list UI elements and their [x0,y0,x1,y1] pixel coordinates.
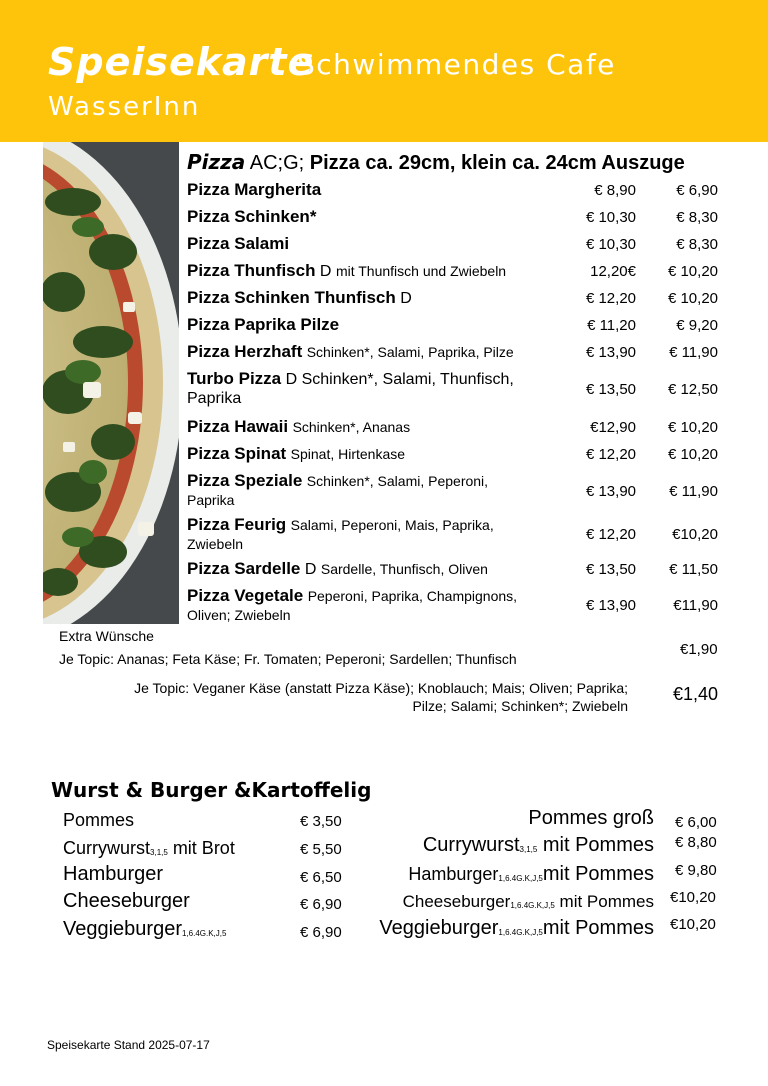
item-name: Pizza Margherita [187,180,322,199]
extras-line-1: Je Topic: Ananas; Feta Käse; Fr. Tomaten; Peperoni; Sardellen; Thunfisch [59,651,517,667]
pizza-title-allergens: AC;G; [245,152,305,174]
item-name: Hamburger [63,863,164,885]
item-price-small: € 6,90 [676,182,718,199]
item-allergens: 1,6.4G.K,J,5 [498,874,543,883]
menu-brand-title: Speisekarte [48,40,315,84]
item-name: Pizza Sardelle [187,559,301,578]
item-price: € 6,90 [300,896,342,913]
item-price: € 8,80 [675,834,717,851]
extras-price-2: €1,40 [673,684,719,704]
item-name: Cheeseburger [402,892,511,911]
item-price: € 12,20 [585,290,636,307]
item-price-small: € 9,20 [676,317,718,334]
item-price-small: € 10,20 [667,290,718,307]
item-code: D [319,263,332,280]
menu-item-left [63,863,163,886]
item-name: Pizza Salami [187,234,290,253]
item-allergens: 1,6.4G.K,J,5 [498,928,543,937]
item-name: Currywurst [63,838,151,858]
item-name: Veggieburger [379,917,499,939]
item-code: D [304,561,317,578]
item-name: Pizza Feurig [187,515,287,534]
item-price-small: € 11,50 [669,561,718,578]
pizza-photo [43,142,179,624]
item-price: €10,20 [670,889,716,906]
item-suffix: mit Brot [167,838,235,858]
item-name: Pommes groß [528,807,654,829]
item-desc: Schinken*, Salami, Thunfisch, Paprika [187,371,514,407]
item-price: € 5,50 [300,841,342,858]
item-price: € 12,20 [585,446,636,463]
item-desc: mit Thunfisch und Zwiebeln [335,263,507,279]
item-name: Pommes [63,810,135,830]
item-suffix: mit Pommes [537,834,654,856]
item-price: € 13,90 [585,344,636,361]
item-name: Pizza Schinken Thunfisch [187,288,396,307]
item-suffix: mit Pommes [554,892,654,911]
item-price: € 6,90 [300,924,342,941]
item-price: € 13,90 [585,597,636,614]
item-desc: Sardelle, Thunfisch, Oliven [320,561,488,577]
menu-item-left [63,838,235,859]
menu-item-left [63,810,134,831]
item-suffix: mit Pommes [542,863,654,885]
item-suffix: mit Pommes [542,917,654,939]
item-price-small: € 10,20 [667,446,718,463]
item-price: € 10,30 [585,236,636,253]
footer-date: Speisekarte Stand 2025-07-17 [47,1038,210,1052]
item-allergens: 1,6.4G.K,J,5 [181,929,227,938]
item-price-small: € 10,20 [667,263,718,280]
extras-price-1: €1,90 [680,641,718,658]
item-price-small: € 11,90 [669,483,718,500]
item-desc: Schinken*, Salami, Peperoni, Paprika [187,473,489,508]
item-name: Pizza Schinken* [187,207,317,226]
item-name: Pizza Thunfisch [187,261,316,280]
item-name: Pizza Speziale [187,471,303,490]
extras-line-2 [60,679,628,715]
item-price-small: € 10,20 [667,419,718,436]
item-price-small: € 12,50 [667,381,718,398]
item-price: € 13,50 [585,381,636,398]
item-name: Turbo Pizza [187,369,282,388]
menu-item-right [408,863,654,886]
item-name: Hamburger [408,864,499,884]
header-banner [0,0,768,142]
item-price-small: € 11,90 [669,344,718,361]
menu-item-left [63,890,190,913]
menu-item-right [379,917,654,940]
item-price-small: € 8,30 [676,209,718,226]
menu-item-right [423,834,654,857]
item-desc: Salami, Peperoni, Mais, Paprika, Zwiebeln [187,517,494,552]
item-price: € 9,80 [675,862,717,879]
extras-title: Extra Wünsche [59,628,154,644]
pizza-section-title [187,150,685,175]
item-price-small: €10,20 [672,526,718,543]
pizza-title-word: Pizza [187,150,246,174]
menu-item-left [63,918,226,941]
item-name: Veggieburger [63,918,182,940]
item-name: Pizza Herzhaft [187,342,303,361]
item-price-small: €11,90 [673,597,718,614]
extras-line-2a: Je Topic: Veganer Käse (anstatt Pizza Käse); Knoblauch; Mais; Oliven; Paprika; [134,680,628,696]
item-price: € 12,20 [585,526,636,543]
item-price: € 10,30 [585,209,636,226]
place-name: WasserInn [48,92,201,122]
item-name: Pizza Hawaii [187,417,289,436]
item-desc: Schinken*, Salami, Paprika, Pilze [306,344,514,360]
item-price: € 6,50 [300,869,342,886]
item-name: Pizza Spinat [187,444,287,463]
item-code: D [285,371,298,388]
item-price: € 13,90 [585,483,636,500]
item-price: €10,20 [670,916,716,933]
item-desc: Peperoni, Paprika, Champignons, Oliven; Zwiebeln [187,588,518,623]
menu-item-right [528,807,654,830]
item-price: € 13,50 [585,561,636,578]
item-name: Cheeseburger [63,890,190,912]
item-desc: Spinat, Hirtenkase [290,446,406,462]
item-code: D [400,290,412,307]
item-price: €12,90 [590,419,636,436]
item-price: € 3,50 [300,813,342,830]
item-price: € 8,90 [594,182,636,199]
item-name: Currywurst [422,834,520,856]
item-price: 12,20€ [590,263,636,280]
item-name: Pizza Paprika Pilze [187,315,340,334]
section-title-wurst-burger: Wurst & Burger &Kartoffelig [51,778,372,802]
extras-line-2b: Pilze; Salami; Schinken*; Zwiebeln [412,698,628,714]
cafe-name: Schwimmendes Cafe [297,48,616,81]
item-allergens: 3,1,5 [150,848,168,857]
pizza-title-info: Pizza ca. 29cm, klein ca. 24cm Auszuge [304,152,685,174]
item-desc: Schinken*, Ananas [292,419,411,435]
item-price-small: € 8,30 [676,236,718,253]
item-allergens: 1,6.4G.K,J,5 [510,901,555,910]
item-name: Pizza Vegetale [187,586,304,605]
item-allergens: 3,1,5 [519,845,538,854]
item-price: € 11,20 [587,317,636,334]
item-price: € 6,00 [675,814,717,831]
menu-item-right [403,892,654,912]
